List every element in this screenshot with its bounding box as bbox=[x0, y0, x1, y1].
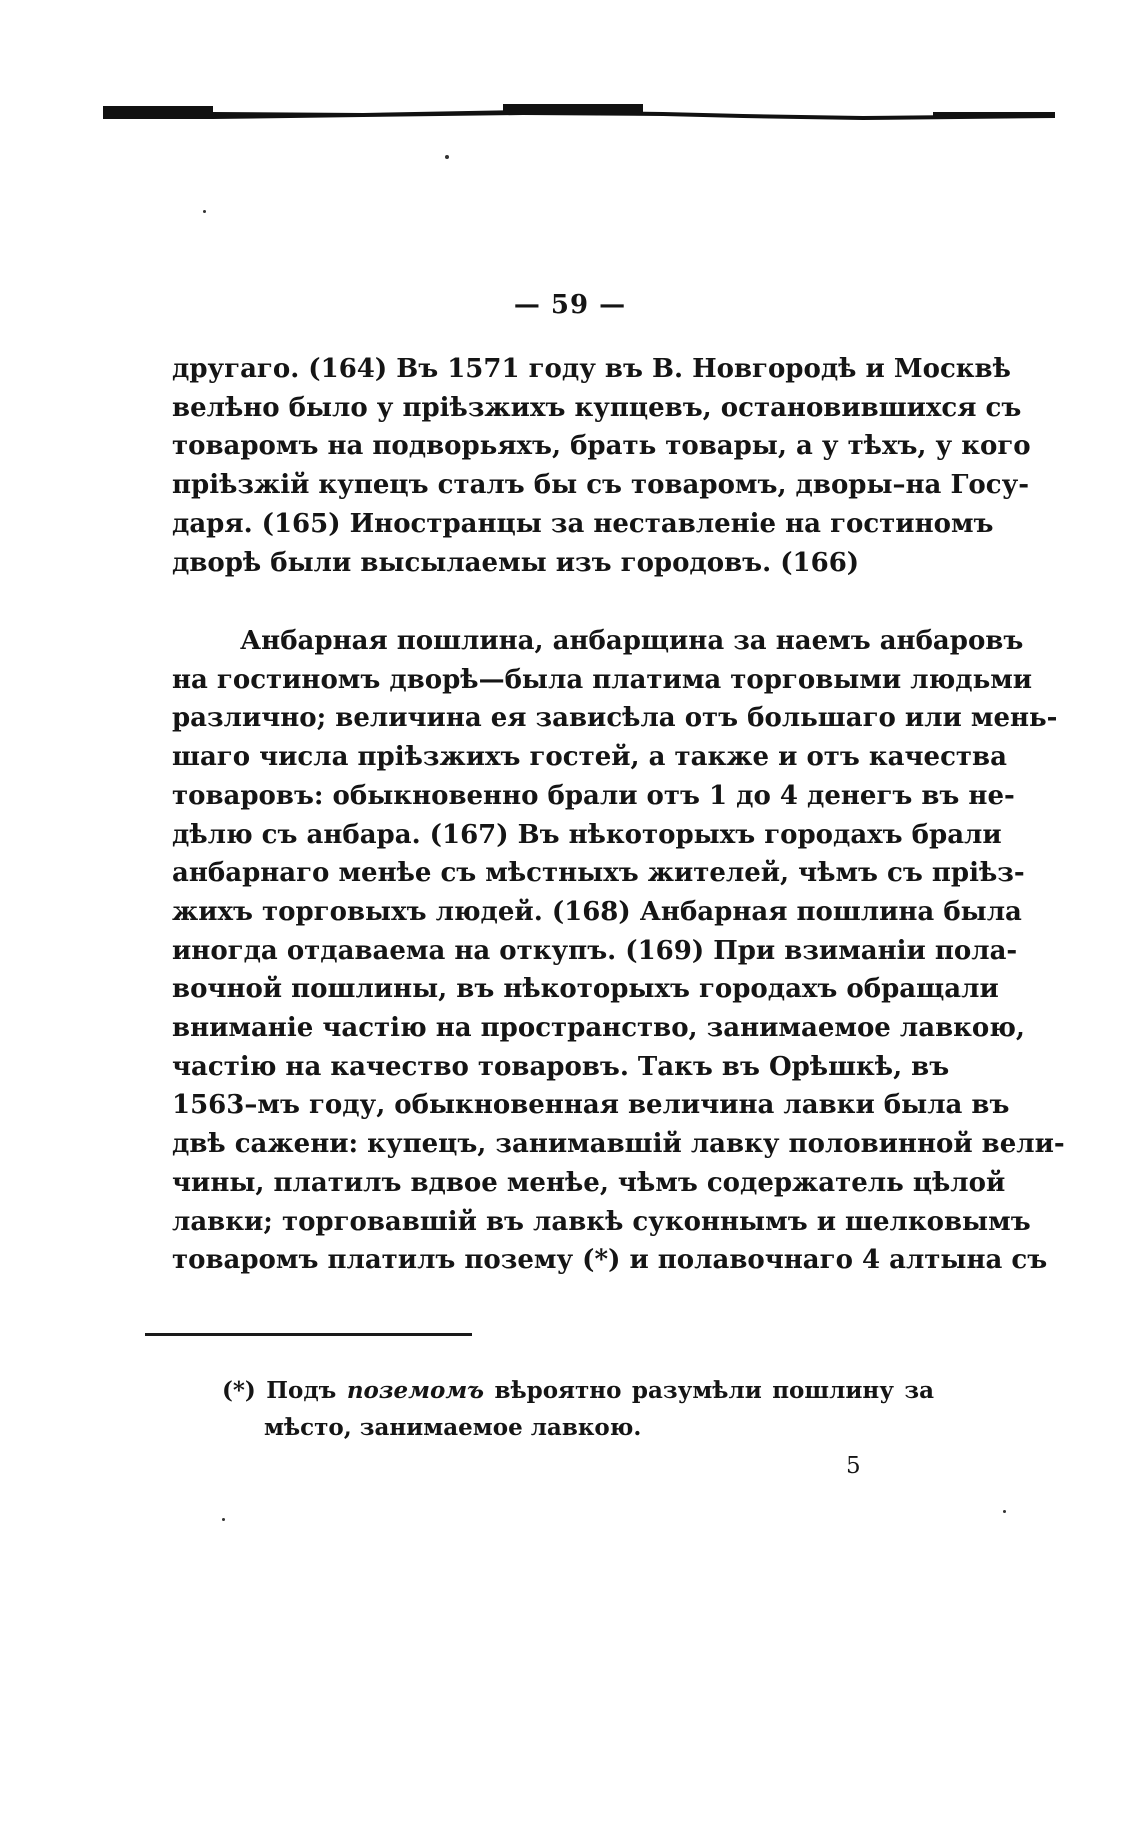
text-line: иногда отдаваема на откупъ. (169) При взиманiи пола- bbox=[172, 935, 1018, 966]
text-line: вочной пошлины, въ нѣкоторыхъ городахъ обращали bbox=[172, 974, 999, 1005]
text-line: товаромъ платилъ позему (*) и полавочнаго 4 алтына съ bbox=[172, 1245, 1048, 1276]
text-line: лавки; торговавшiй въ лавкѣ суконнымъ и шелковымъ bbox=[172, 1206, 1031, 1237]
footnote-marker: (*) bbox=[222, 1377, 256, 1404]
text-line: жихъ торговыхъ людей. (168) Анбарная пошлина была bbox=[172, 896, 1022, 927]
text-line: даря. (165) Иностранцы за неставленiе на гостиномъ bbox=[172, 508, 994, 539]
print-speck bbox=[222, 1518, 225, 1521]
header-rule bbox=[103, 104, 1055, 128]
text-line: частiю на качество товаровъ. Такъ въ Орѣшкѣ, въ bbox=[172, 1051, 950, 1082]
footnote-text: вѣроятно разумѣли пошлину за bbox=[494, 1377, 935, 1404]
footnote bbox=[222, 1372, 934, 1446]
footnote-line bbox=[222, 1372, 934, 1409]
text-line: на гостиномъ дворѣ—была платима торговыми людьми bbox=[172, 664, 1033, 695]
text-line: Анбарная пошлина, анбарщина за наемъ анбаровъ bbox=[240, 626, 1024, 656]
text-line: товаромъ на подворьяхъ, брать товары, а у тѣхъ, у кого bbox=[172, 431, 1031, 462]
print-speck bbox=[445, 155, 449, 159]
text-line: дѣлю съ анбара. (167) Въ нѣкоторыхъ городахъ брали bbox=[172, 819, 1002, 850]
print-speck bbox=[1003, 1510, 1006, 1513]
text-line: товаровъ: обыкновенно брали отъ 1 до 4 денегъ въ не- bbox=[172, 780, 1015, 811]
paragraph-2 bbox=[172, 622, 1065, 1280]
page-number: — 59 — bbox=[513, 290, 627, 320]
footnote-line: мѣсто, занимаемое лавкою. bbox=[264, 1414, 642, 1441]
text-line: велѣно было у прiѣзжихъ купцевъ, остановившихся съ bbox=[172, 392, 1022, 423]
text-line: прiѣзжiй купецъ сталъ бы съ товаромъ, дворы–на Госу- bbox=[172, 470, 1030, 501]
footnote-term: поземомъ bbox=[346, 1377, 484, 1404]
text-line: двѣ сажени: купецъ, занимавшiй лавку половинной вели- bbox=[172, 1129, 1065, 1160]
text-line: дворѣ были высылаемы изъ городовъ. (166) bbox=[172, 547, 860, 578]
text-line: шаго числа прiѣзжихъ гостей, а также и отъ качества bbox=[172, 742, 1007, 773]
text-line: чины, платилъ вдвое менѣе, чѣмъ содержатель цѣлой bbox=[172, 1167, 1006, 1198]
paragraph-1 bbox=[172, 350, 1031, 582]
signature-mark: 5 bbox=[846, 1453, 861, 1479]
text-line: различно; величина ея зависѣла отъ большаго или мень- bbox=[172, 703, 1058, 734]
text-line: анбарнаго менѣе съ мѣстныхъ жителей, чѣмъ съ прiѣз- bbox=[172, 858, 1025, 889]
footnote-rule bbox=[145, 1333, 472, 1336]
text-line: вниманiе частiю на пространство, занимаемое лавкою, bbox=[172, 1013, 1025, 1044]
footnote-text: Подъ bbox=[266, 1377, 337, 1404]
text-line: 1563–мъ году, обыкновенная величина лавки была въ bbox=[172, 1090, 1010, 1121]
print-speck bbox=[203, 210, 206, 213]
text-line: другаго. (164) Въ 1571 году въ В. Новгородѣ и Москвѣ bbox=[172, 354, 1011, 384]
